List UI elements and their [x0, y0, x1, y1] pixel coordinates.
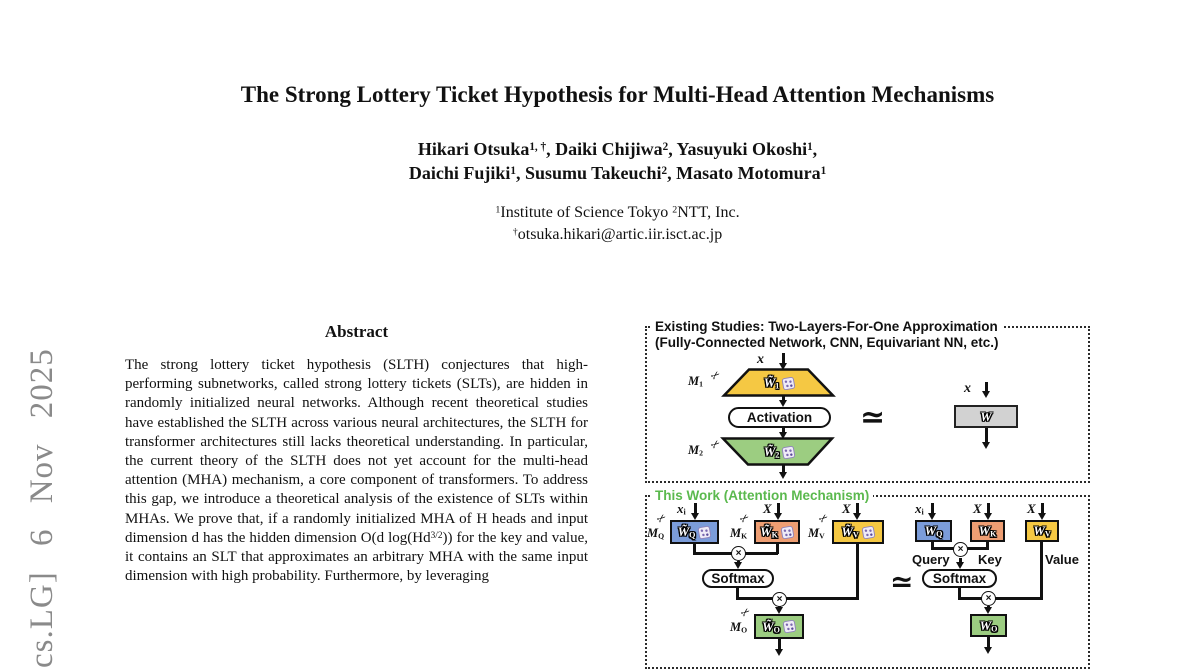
masked-output-weight-box	[754, 614, 804, 639]
dice-icon	[861, 524, 876, 539]
masked-key-weight-box	[754, 520, 800, 544]
mask-o-label: $M_O$	[730, 620, 748, 635]
arrow-down	[737, 561, 740, 562]
arrow-down	[694, 503, 697, 513]
figure-existing-studies-panel	[645, 319, 1090, 483]
input-xi-label: $x_i$	[915, 501, 924, 517]
dice-icon	[781, 375, 796, 390]
connector-line	[856, 544, 859, 600]
masked-weight1	[727, 372, 832, 394]
weight-k-label: $W̃_K$	[760, 524, 778, 540]
softmax-label: Softmax	[711, 571, 765, 586]
mask2-label: $M_2$	[688, 443, 703, 458]
query-weight-box	[915, 520, 952, 542]
key-label: Key	[978, 552, 1002, 567]
matmul-icon: ×	[731, 546, 746, 561]
weight-q-label: $W_Q$	[924, 523, 943, 539]
input-x-label: x	[964, 381, 971, 396]
existing-panel-title: Existing Studies: Two-Layers-For-One Approximation	[651, 319, 1002, 335]
key-weight-box	[970, 520, 1005, 542]
activation-label: Activation	[746, 410, 813, 425]
connector-line	[931, 547, 955, 550]
connector-line	[786, 597, 858, 600]
scissors-icon: ✂	[707, 367, 724, 384]
scissors-icon: ✂	[707, 436, 724, 453]
connector-line	[967, 547, 988, 550]
target-weight-box	[954, 405, 1018, 428]
arrow-down	[782, 396, 785, 400]
approx-symbol: ≃	[860, 400, 886, 435]
this-work-panel-title: This Work (Attention Mechanism)	[651, 488, 873, 504]
connector-line	[1040, 542, 1043, 600]
dice-icon	[781, 444, 796, 459]
dice-icon	[697, 524, 712, 539]
input-xi-label: $x_i$	[677, 501, 686, 517]
scissors-icon: ✂	[653, 510, 670, 527]
connector-line	[995, 597, 1042, 600]
arrow-down	[1041, 503, 1044, 513]
connector-line	[736, 597, 773, 600]
input-X-label: X	[1027, 501, 1036, 516]
matmul-icon: ×	[772, 592, 787, 607]
softmax-label: Softmax	[932, 571, 987, 586]
masked-query-weight-box	[670, 520, 719, 544]
arrow-down	[987, 637, 990, 647]
weight2-label: $W̃_2$	[763, 444, 780, 460]
abstract-body: The strong lottery ticket hypothesis (SLTH) conjectures that high-performing subnetworks, called strong lottery tickets (SLTs), are hidden in randomly initialized neural networks. Although recent theoretical studies have established the SLTH across various neural architectures, the SLTH for transformer architectures still lacks theoretical understanding. In particular, the current theory of the SLTH does not yet account for the multi-head attention (MHA) mechanism, a core component of transformers. To address this gap, we introduce a theoretical analysis of the existence of SLTs within MHAs. We prove that, if a randomly initialized MHA of H heads and input dimension d has the hidden dimension O(d $\log(Hd^{3/2})$) for the key and value, it contains an SLT that approximates an arbitrary MHA with the same input dimension with high probability. Furthermore, by leveraging	[125, 357, 589, 585]
abstract-heading: Abstract	[324, 322, 389, 341]
arxiv-stamp: cs.LG] 6 Nov 2025	[24, 348, 60, 668]
weight-q-label: $W̃_Q$	[677, 524, 696, 540]
arrow-down	[931, 503, 934, 513]
target-weight-label: W	[980, 408, 992, 424]
connector-line	[958, 597, 983, 600]
weight-o-label: $W_O$	[979, 617, 998, 634]
weight-v-label: $W_V$	[1033, 523, 1051, 539]
arrow-down	[987, 606, 990, 607]
arrow-down	[959, 558, 962, 562]
arrow-down	[987, 503, 990, 513]
arrow-down	[782, 464, 785, 472]
masked-weight2	[727, 441, 832, 463]
approx-symbol: ≃	[890, 565, 914, 598]
affiliations: $^1$Institute of Science Tokyo $^2$NTT, Inc.	[495, 204, 740, 221]
dice-icon	[782, 619, 797, 634]
arrow-down	[985, 428, 988, 442]
dice-icon	[780, 524, 795, 539]
mask-v-label: $M_V$	[808, 526, 825, 541]
mask1-label: $M_1$	[688, 374, 703, 389]
input-X-label: X	[763, 501, 772, 516]
arrow-down	[985, 382, 988, 391]
figure-this-work-panel	[645, 488, 1090, 669]
mask-q-label: $M_Q$	[647, 526, 665, 541]
paper-title: The Strong Lottery Ticket Hypothesis for Multi-Head Attention Mechanisms	[240, 82, 995, 107]
authors-line-2: Daichi Fujiki$^1$, Susumu Takeuchi$^2$, Masato Motomura$^1$	[408, 163, 827, 183]
connector-line	[693, 552, 733, 555]
value-weight-box	[1025, 520, 1059, 542]
existing-panel-subtitle: (Fully-Connected Network, CNN, Equivariant NN, etc.)	[651, 335, 1003, 351]
weight-v-label: $W̃_V$	[841, 524, 859, 540]
matmul-icon: ×	[953, 542, 968, 557]
contact-email: †otsuka.hikari@artic.iir.isct.ac.jp	[512, 226, 723, 243]
scissors-icon: ✂	[737, 604, 754, 621]
arrow-down	[856, 503, 859, 513]
weight-k-label: $W_K$	[978, 523, 997, 539]
input-X-label: X	[842, 501, 851, 516]
matmul-icon: ×	[981, 591, 996, 606]
input-x-label: x	[757, 352, 764, 367]
scissors-icon: ✂	[815, 510, 832, 527]
softmax-pill	[702, 569, 774, 588]
connector-line	[744, 552, 778, 555]
output-weight-box	[970, 614, 1007, 637]
value-label: Value	[1045, 552, 1079, 567]
masked-value-weight-box	[832, 520, 884, 544]
authors-line-1: Hikari Otsuka$^{1, \dagger}$, Daiki Chijiwa$^2$, Yasuyuki Okoshi$^1$,	[417, 139, 818, 159]
arrow-down	[777, 503, 780, 513]
scissors-icon: ✂	[736, 510, 753, 527]
query-label: Query	[912, 552, 950, 567]
input-X-label: X	[973, 501, 982, 516]
activation-pill	[728, 407, 831, 428]
mask-k-label: $M_K$	[730, 526, 748, 541]
softmax-pill	[922, 569, 997, 588]
weight1-label: $W̃_1$	[763, 375, 780, 391]
arrow-down	[782, 428, 785, 432]
weight-o-label: $W̃_O$	[762, 618, 780, 635]
arrow-down	[782, 353, 785, 363]
